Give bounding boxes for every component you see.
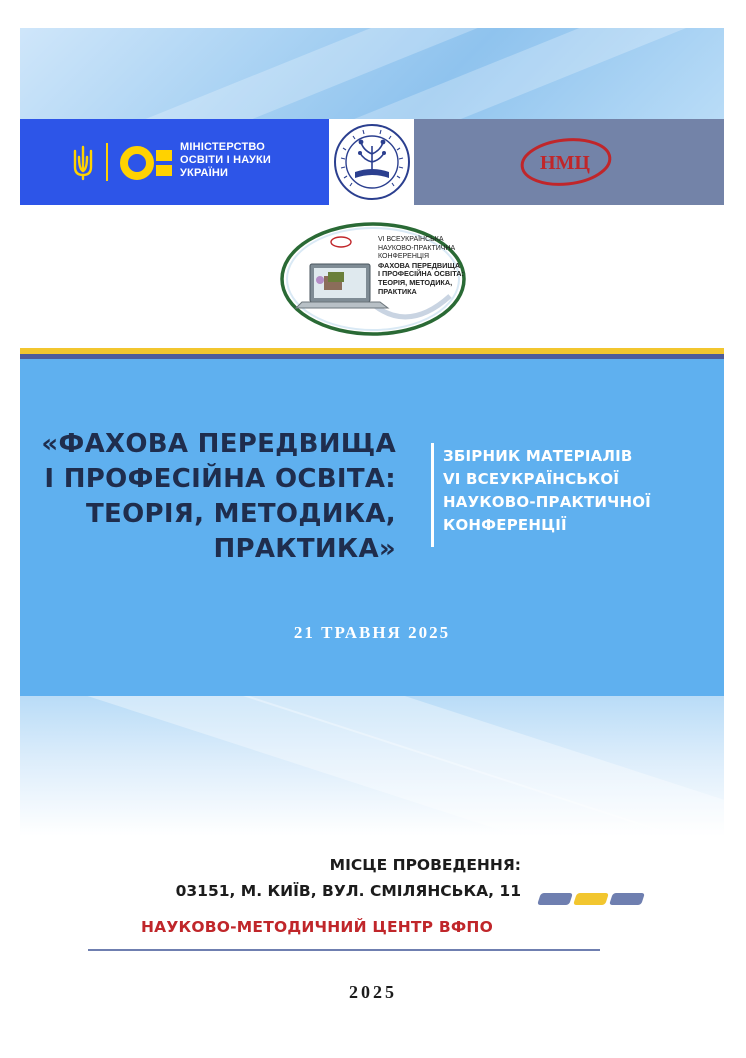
subtitle-line-2: VI ВСЕУКРАЇНСЬКОЇ [443, 470, 620, 488]
subtitle-line-4: КОНФЕРЕНЦІЇ [443, 516, 567, 534]
ministry-emblem-icon [120, 145, 176, 181]
title-line-3: ТЕОРІЯ, МЕТОДИКА, [85, 499, 396, 529]
nmc-logo-band [414, 119, 724, 205]
logo-divider [106, 143, 108, 181]
organization-underline [88, 949, 600, 951]
title-line-1: «ФАХОВА ПЕРЕДВИЩА [41, 429, 396, 459]
publication-year: 2025 [349, 982, 397, 1002]
academy-logo-band [329, 119, 414, 205]
conf-logo-line-6: ТЕОРІЯ, МЕТОДИКА, [378, 277, 453, 287]
venue-address: 03151, М. КИЇВ, ВУЛ. СМІЛЯНСЬКА, 11 [175, 882, 521, 900]
subtitle-line-1: ЗБІРНИК МАТЕРІАЛІВ [443, 447, 633, 465]
title-line-2: І ПРОФЕСІЙНА ОСВІТА: [44, 464, 396, 494]
ministry-line-3: УКРАЇНИ [180, 167, 229, 179]
subtitle-line-3: НАУКОВО-ПРАКТИЧНОЇ [443, 493, 651, 511]
nmc-logo-icon [518, 135, 614, 189]
decor-dash-3 [609, 893, 645, 905]
ministry-logo-band [20, 119, 329, 205]
conf-logo-line-3: КОНФЕРЕНЦІЯ [378, 253, 430, 261]
conf-logo-line-2: НАУКОВО-ПРАКТИЧНА [378, 244, 456, 252]
ministry-name [180, 141, 271, 180]
organization-name: НАУКОВО-МЕТОДИЧНИЙ ЦЕНТР ВФПО [141, 918, 493, 936]
venue-block [176, 852, 521, 904]
collection-subtitle [443, 445, 651, 537]
decor-dash-1 [537, 893, 573, 905]
ministry-line-1: МІНІСТЕРСТВО [180, 141, 266, 153]
bottom-gradient-banner [20, 696, 724, 836]
venue-label: МІСЦЕ ПРОВЕДЕННЯ: [329, 856, 521, 874]
title-panel [20, 359, 724, 696]
academy-seal-icon [333, 122, 411, 202]
conf-logo-line-7: ПРАКТИКА [378, 286, 417, 296]
top-gradient-banner [20, 28, 724, 120]
ministry-line-2: ОСВІТИ І НАУКИ [180, 154, 272, 166]
conf-logo-line-1: VI ВСЕУКРАЇНСЬКА [378, 236, 444, 243]
conference-title [41, 427, 396, 567]
conference-logo-text [378, 236, 464, 296]
trident-icon [70, 145, 96, 181]
conference-date: 21 ТРАВНЯ 2025 [293, 623, 451, 642]
title-line-4: ПРАКТИКА» [213, 534, 396, 564]
decor-dash-2 [573, 893, 609, 905]
conf-logo-line-5: І ПРОФЕСІЙНА ОСВІТА: [378, 269, 464, 279]
nmc-logo-text: НМЦ [540, 152, 590, 174]
title-divider [431, 443, 434, 547]
conf-logo-line-4: ФАХОВА ПЕРЕДВИЩА [378, 260, 461, 270]
